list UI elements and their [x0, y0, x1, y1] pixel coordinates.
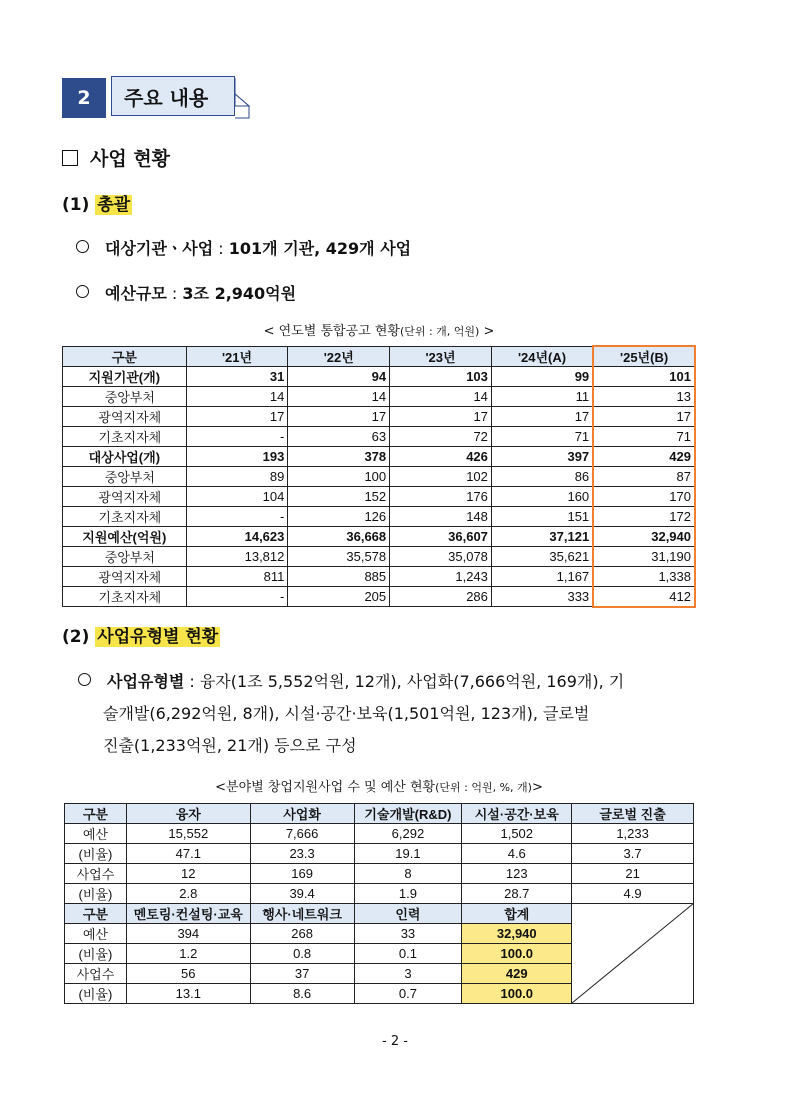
column-header: 구분 [65, 904, 127, 924]
table-cell: 1,233 [572, 824, 694, 844]
subheading-title: 사업유형별 현황 [97, 627, 219, 647]
table-cell: 47.1 [126, 844, 250, 864]
table-cell: 19.1 [354, 844, 462, 864]
row-label: 지원기관(개) [63, 367, 187, 387]
row-label: 중앙부처 [63, 387, 187, 407]
section-number: 2 [62, 78, 106, 118]
table-cell: 36,668 [288, 527, 390, 547]
table-cell: 99 [491, 367, 593, 387]
table-cell: 13.1 [126, 984, 250, 1004]
table-cell: 15,552 [126, 824, 250, 844]
table-cell: 169 [250, 864, 354, 884]
subheading-title: 총괄 [97, 195, 131, 215]
table-cell: 1,502 [462, 824, 572, 844]
table2-caption-end: > [531, 780, 543, 795]
row-label: (비율) [65, 884, 127, 904]
table2-caption-unit: (단위 : 억원, %, 개) [435, 781, 532, 794]
table-cell: 1,243 [390, 567, 492, 587]
table-cell: 170 [593, 487, 695, 507]
table-cell: 39.4 [250, 884, 354, 904]
table-cell: 0.1 [354, 944, 462, 964]
row-label: 예산 [65, 824, 127, 844]
column-header: '22년 [288, 346, 390, 367]
table-cell: 35,578 [288, 547, 390, 567]
section-title: 주요 내용 [111, 76, 235, 116]
row-label: 광역지자체 [63, 487, 187, 507]
table-cell: 13,812 [186, 547, 288, 567]
table-cell: 100 [288, 467, 390, 487]
table-cell: 11 [491, 387, 593, 407]
table-cell: 286 [390, 587, 492, 607]
row-label: 사업수 [65, 964, 127, 984]
table-cell: - [186, 507, 288, 527]
paragraph-line [78, 666, 708, 698]
table-cell: 104 [186, 487, 288, 507]
table-cell: 193 [186, 447, 288, 467]
row-label: 대상사업(개) [63, 447, 187, 467]
row-label: 기초지자체 [63, 427, 187, 447]
table-cell: 21 [572, 864, 694, 884]
table-cell: 17 [288, 407, 390, 427]
table-row [65, 824, 694, 844]
table-cell: 36,607 [390, 527, 492, 547]
table-cell: - [186, 587, 288, 607]
table-cell: 1.9 [354, 884, 462, 904]
row-label: 기초지자체 [63, 587, 187, 607]
total-cell: 100.0 [462, 984, 572, 1004]
bullet-target-institutions [76, 236, 411, 259]
diagonal-line [572, 904, 693, 1003]
table-cell: 89 [186, 467, 288, 487]
table-cell: 28.7 [462, 884, 572, 904]
table-cell: 885 [288, 567, 390, 587]
row-label: 중앙부처 [63, 467, 187, 487]
subheading-number: (2) [62, 627, 90, 647]
bullet-separator: : [171, 284, 178, 303]
table-cell: 1,167 [491, 567, 593, 587]
table-cell: 152 [288, 487, 390, 507]
table-cell: 1.2 [126, 944, 250, 964]
row-label: 사업수 [65, 864, 127, 884]
row-label: 지원예산(억원) [63, 527, 187, 547]
subheading-overview [62, 190, 132, 215]
table-row [63, 507, 696, 527]
table1-caption-end: > [479, 324, 495, 339]
table-header-row [65, 804, 694, 824]
column-header: 사업화 [250, 804, 354, 824]
table-cell: 23.3 [250, 844, 354, 864]
column-header: 글로벌 진출 [572, 804, 694, 824]
row-label: 중앙부처 [63, 547, 187, 567]
field-budget-table [64, 803, 694, 1004]
table-cell: 37,121 [491, 527, 593, 547]
table-cell: 123 [462, 864, 572, 884]
row-label: (비율) [65, 984, 127, 1004]
table-row [63, 487, 696, 507]
table-cell: 2.8 [126, 884, 250, 904]
table-cell: 1,338 [593, 567, 695, 587]
table-cell: 32,940 [593, 527, 695, 547]
table-cell: 31 [186, 367, 288, 387]
table-cell: 397 [491, 447, 593, 467]
column-header: 구분 [63, 346, 187, 367]
table2-caption [64, 776, 694, 795]
column-header: 행사·네트워크 [250, 904, 354, 924]
table-cell: - [186, 427, 288, 447]
table-cell: 72 [390, 427, 492, 447]
table-cell: 17 [593, 407, 695, 427]
table-cell: 33 [354, 924, 462, 944]
table-row [63, 467, 696, 487]
table-cell: 35,078 [390, 547, 492, 567]
table-cell: 14,623 [186, 527, 288, 547]
table-cell: 17 [491, 407, 593, 427]
paragraph-line: 술개발(6,292억원, 8개), 시설·공간·보육(1,501억원, 123개), 글로벌 [103, 704, 590, 723]
column-header: '24년(A) [491, 346, 593, 367]
subheading-number: (1) [62, 195, 90, 215]
paragraph-text: : 융자(1조 5,552억원, 12개), 사업화(7,666억원, 169개), 기 [184, 672, 625, 691]
table-cell: 7,666 [250, 824, 354, 844]
row-label: 예산 [65, 924, 127, 944]
table-cell: 37 [250, 964, 354, 984]
bullet-value: 3조 2,940억원 [182, 284, 297, 303]
checkbox-square-icon [62, 150, 78, 166]
page-number: - 2 - [382, 1034, 408, 1049]
table-cell: 4.6 [462, 844, 572, 864]
table-cell: 71 [491, 427, 593, 447]
table-cell: 14 [186, 387, 288, 407]
table-cell: 86 [491, 467, 593, 487]
table-cell: 63 [288, 427, 390, 447]
table-header-row [65, 904, 694, 924]
column-header: 인력 [354, 904, 462, 924]
paragraph-label: 사업유형별 [107, 672, 185, 691]
table-cell: 17 [390, 407, 492, 427]
bullet-circle-icon [78, 673, 91, 686]
column-header: '21년 [186, 346, 288, 367]
table-cell: 12 [126, 864, 250, 884]
row-label: (비율) [65, 844, 127, 864]
table2-caption-text: <분야별 창업지원사업 수 및 예산 현황 [215, 780, 436, 795]
total-cell: 32,940 [462, 924, 572, 944]
yearly-status-table [62, 345, 696, 608]
bullet-label: 대상기관ㆍ사업 [105, 239, 214, 258]
table-cell: 3 [354, 964, 462, 984]
table-row [63, 407, 696, 427]
table1-caption-unit: (단위 : 개, 억원) [399, 325, 480, 338]
table-cell: 17 [186, 407, 288, 427]
column-header: '25년(B) [593, 346, 695, 367]
table-cell: 394 [126, 924, 250, 944]
table-cell: 0.7 [354, 984, 462, 1004]
table-group-row [63, 367, 696, 387]
table-cell: 811 [186, 567, 288, 587]
table-cell: 14 [288, 387, 390, 407]
heading-text: 사업 현황 [90, 148, 171, 170]
bullet-circle-icon [76, 285, 89, 298]
table-cell: 333 [491, 587, 593, 607]
table-cell: 148 [390, 507, 492, 527]
table-header-row [63, 346, 696, 367]
table-row [63, 547, 696, 567]
table-cell: 412 [593, 587, 695, 607]
column-header: '23년 [390, 346, 492, 367]
table1-caption-text: < 연도별 통합공고 현황 [263, 324, 400, 339]
column-header: 시설·공간·보육 [462, 804, 572, 824]
column-header: 멘토링·컨설팅·교육 [126, 904, 250, 924]
paragraph-line: 진출(1,233억원, 21개) 등으로 구성 [103, 736, 357, 755]
total-cell: 429 [462, 964, 572, 984]
table-cell: 103 [390, 367, 492, 387]
table-cell: 8 [354, 864, 462, 884]
table-cell: 426 [390, 447, 492, 467]
table-cell: 87 [593, 467, 695, 487]
column-header: 기술개발(R&D) [354, 804, 462, 824]
table1-caption [62, 320, 696, 339]
row-label: (비율) [65, 944, 127, 964]
bullet-budget-scale [76, 281, 296, 304]
heading-business-status [62, 144, 170, 171]
table-group-row [63, 527, 696, 547]
table-cell: 0.8 [250, 944, 354, 964]
table-row [63, 387, 696, 407]
table-cell: 4.9 [572, 884, 694, 904]
bullet-circle-icon [76, 240, 89, 253]
column-header: 융자 [126, 804, 250, 824]
folded-corner-icon [111, 76, 251, 120]
table-cell: 14 [390, 387, 492, 407]
table-cell: 31,190 [593, 547, 695, 567]
table-cell: 13 [593, 387, 695, 407]
table-cell: 172 [593, 507, 695, 527]
table-cell: 205 [288, 587, 390, 607]
table-cell: 71 [593, 427, 695, 447]
table-row [63, 567, 696, 587]
table-cell: 94 [288, 367, 390, 387]
table-row [65, 884, 694, 904]
table-group-row [63, 447, 696, 467]
table-row [65, 864, 694, 884]
table-cell: 268 [250, 924, 354, 944]
table-cell: 378 [288, 447, 390, 467]
row-label: 광역지자체 [63, 567, 187, 587]
table-cell: 101 [593, 367, 695, 387]
table-cell: 35,621 [491, 547, 593, 567]
table-cell: 102 [390, 467, 492, 487]
bullet-label: 예산규모 [105, 284, 167, 303]
diagonal-empty-cell [572, 904, 694, 1004]
table-cell: 6,292 [354, 824, 462, 844]
table-row [63, 427, 696, 447]
section-title-box [111, 76, 249, 118]
bullet-value: 101개 기관, 429개 사업 [228, 239, 412, 258]
subheading-by-type [62, 622, 220, 647]
total-cell: 100.0 [462, 944, 572, 964]
row-label: 기초지자체 [63, 507, 187, 527]
table-cell: 429 [593, 447, 695, 467]
by-type-paragraph [78, 666, 708, 762]
row-label: 광역지자체 [63, 407, 187, 427]
table-row [63, 587, 696, 607]
table-cell: 126 [288, 507, 390, 527]
column-header: 합계 [462, 904, 572, 924]
table-cell: 56 [126, 964, 250, 984]
table-cell: 151 [491, 507, 593, 527]
table-cell: 8.6 [250, 984, 354, 1004]
column-header: 구분 [65, 804, 127, 824]
bullet-separator: : [218, 239, 224, 258]
table-cell: 160 [491, 487, 593, 507]
table-cell: 176 [390, 487, 492, 507]
table-row [65, 844, 694, 864]
table-cell: 3.7 [572, 844, 694, 864]
